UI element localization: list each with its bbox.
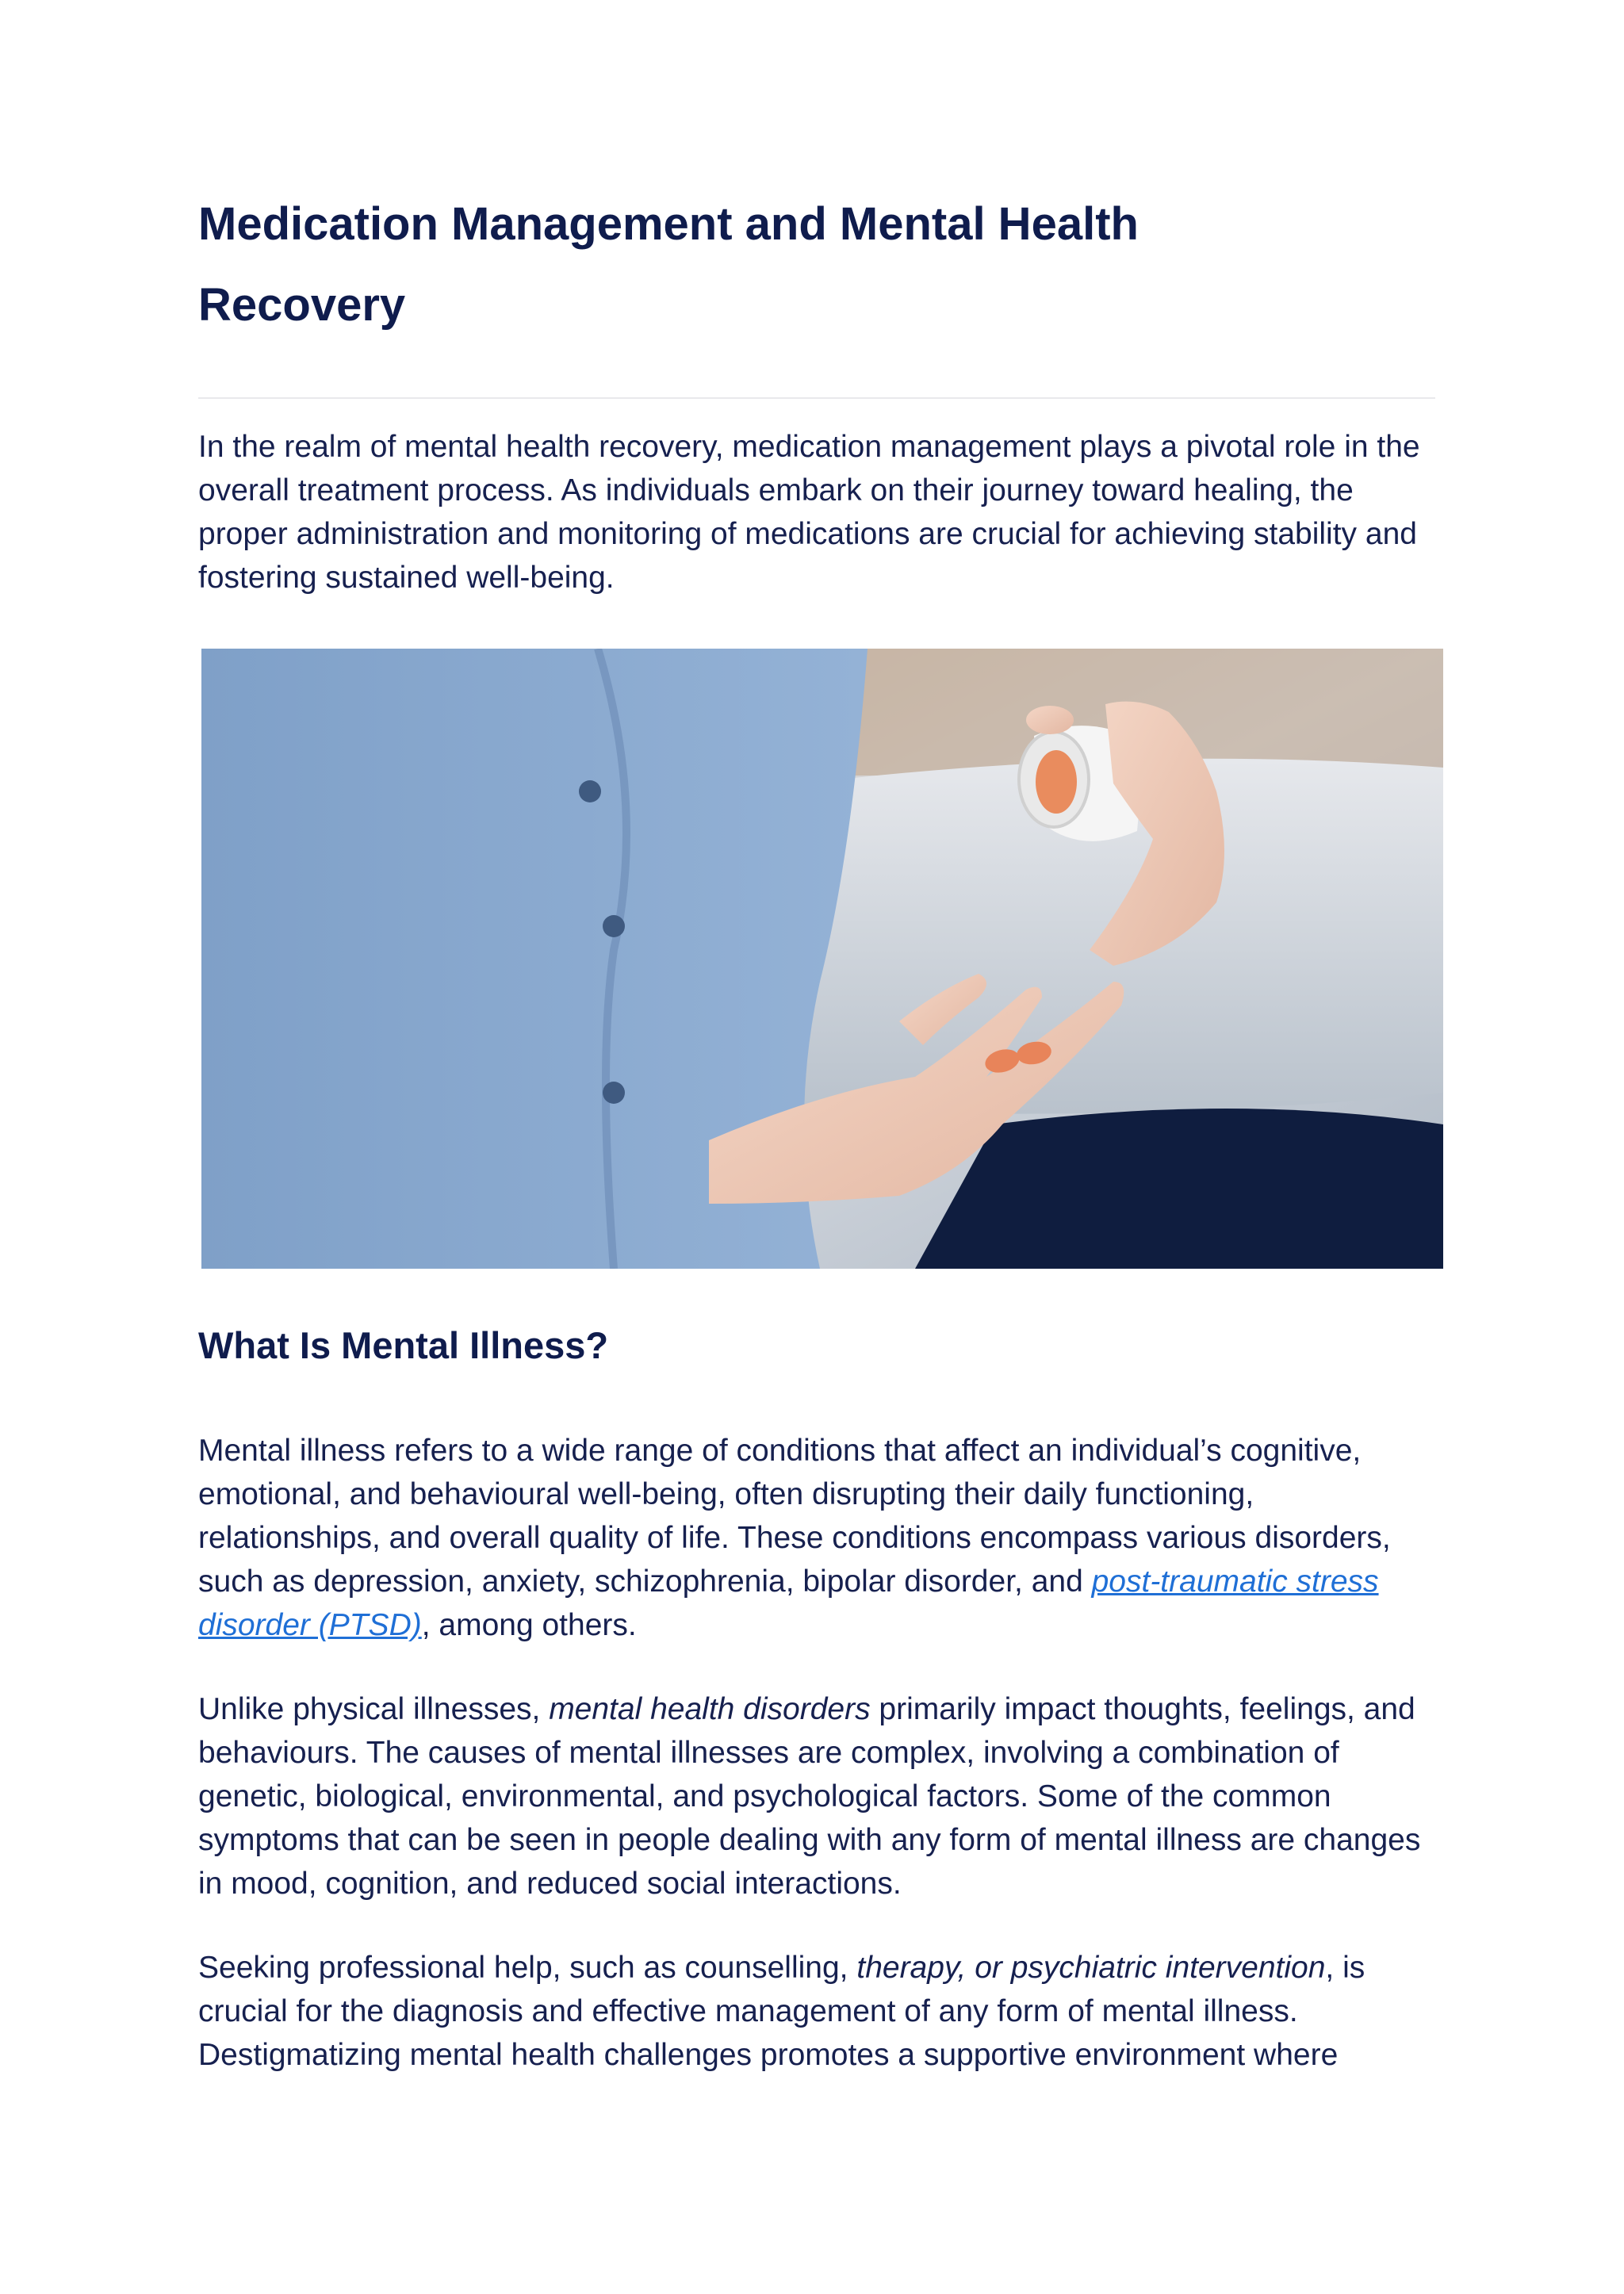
p1-text: Mental illness refers to a wide range of conditions that affect an individual’s cognitive, emotional, and behavioural well-being, often disrupting their daily functioning, relationships, and overall quality of life. These conditions encompass various disorders, such as depression, anxiety, schizophrenia, bipolar disorder, and [198, 1434, 1391, 1599]
p2-before: Unlike physical illnesses, [198, 1692, 550, 1726]
p1-after: , among others. [421, 1608, 637, 1642]
page-title: Medication Management and Mental Health Recovery [198, 198, 1139, 331]
p3-before: Seeking professional help, such as counselling, [198, 1951, 857, 1985]
section-heading: What Is Mental Illness? [198, 1324, 609, 1366]
paragraph-seeking-help [198, 1946, 1443, 2077]
hero-image [201, 649, 1443, 1269]
ptsd-link[interactable]: post-traumatic stress disorder (PTSD) [198, 1564, 1379, 1642]
p2-emphasis: mental health disorders [549, 1692, 871, 1726]
hero-illustration [201, 649, 1443, 1269]
p3-after: , is crucial for the diagnosis and effective management of any form of mental illness. Destigmatizing mental health challenges promotes a supportive environment where [198, 1951, 1365, 2072]
p3-emphasis: therapy, or psychiatric intervention [856, 1951, 1326, 1985]
title-divider [198, 397, 1435, 399]
intro-paragraph: In the realm of mental health recovery, medication management plays a pivotal role in the overall treatment process. As individuals embark on their journey toward healing, the proper administration and monitoring of medications are crucial for achieving stability and fostering sustained well-being. [198, 430, 1420, 595]
paragraph-mental-illness [198, 1429, 1443, 1647]
p2-after: primarily impact thoughts, feelings, and behaviours. The causes of mental illnesses are complex, involving a combination of genetic, biological, environmental, and psychological factors. Some of the common symptoms that can be seen in people dealing with any form of mental illness are changes in mood, cognition, and reduced social interactions. [198, 1692, 1421, 1901]
paragraph-unlike-physical [198, 1687, 1443, 1905]
